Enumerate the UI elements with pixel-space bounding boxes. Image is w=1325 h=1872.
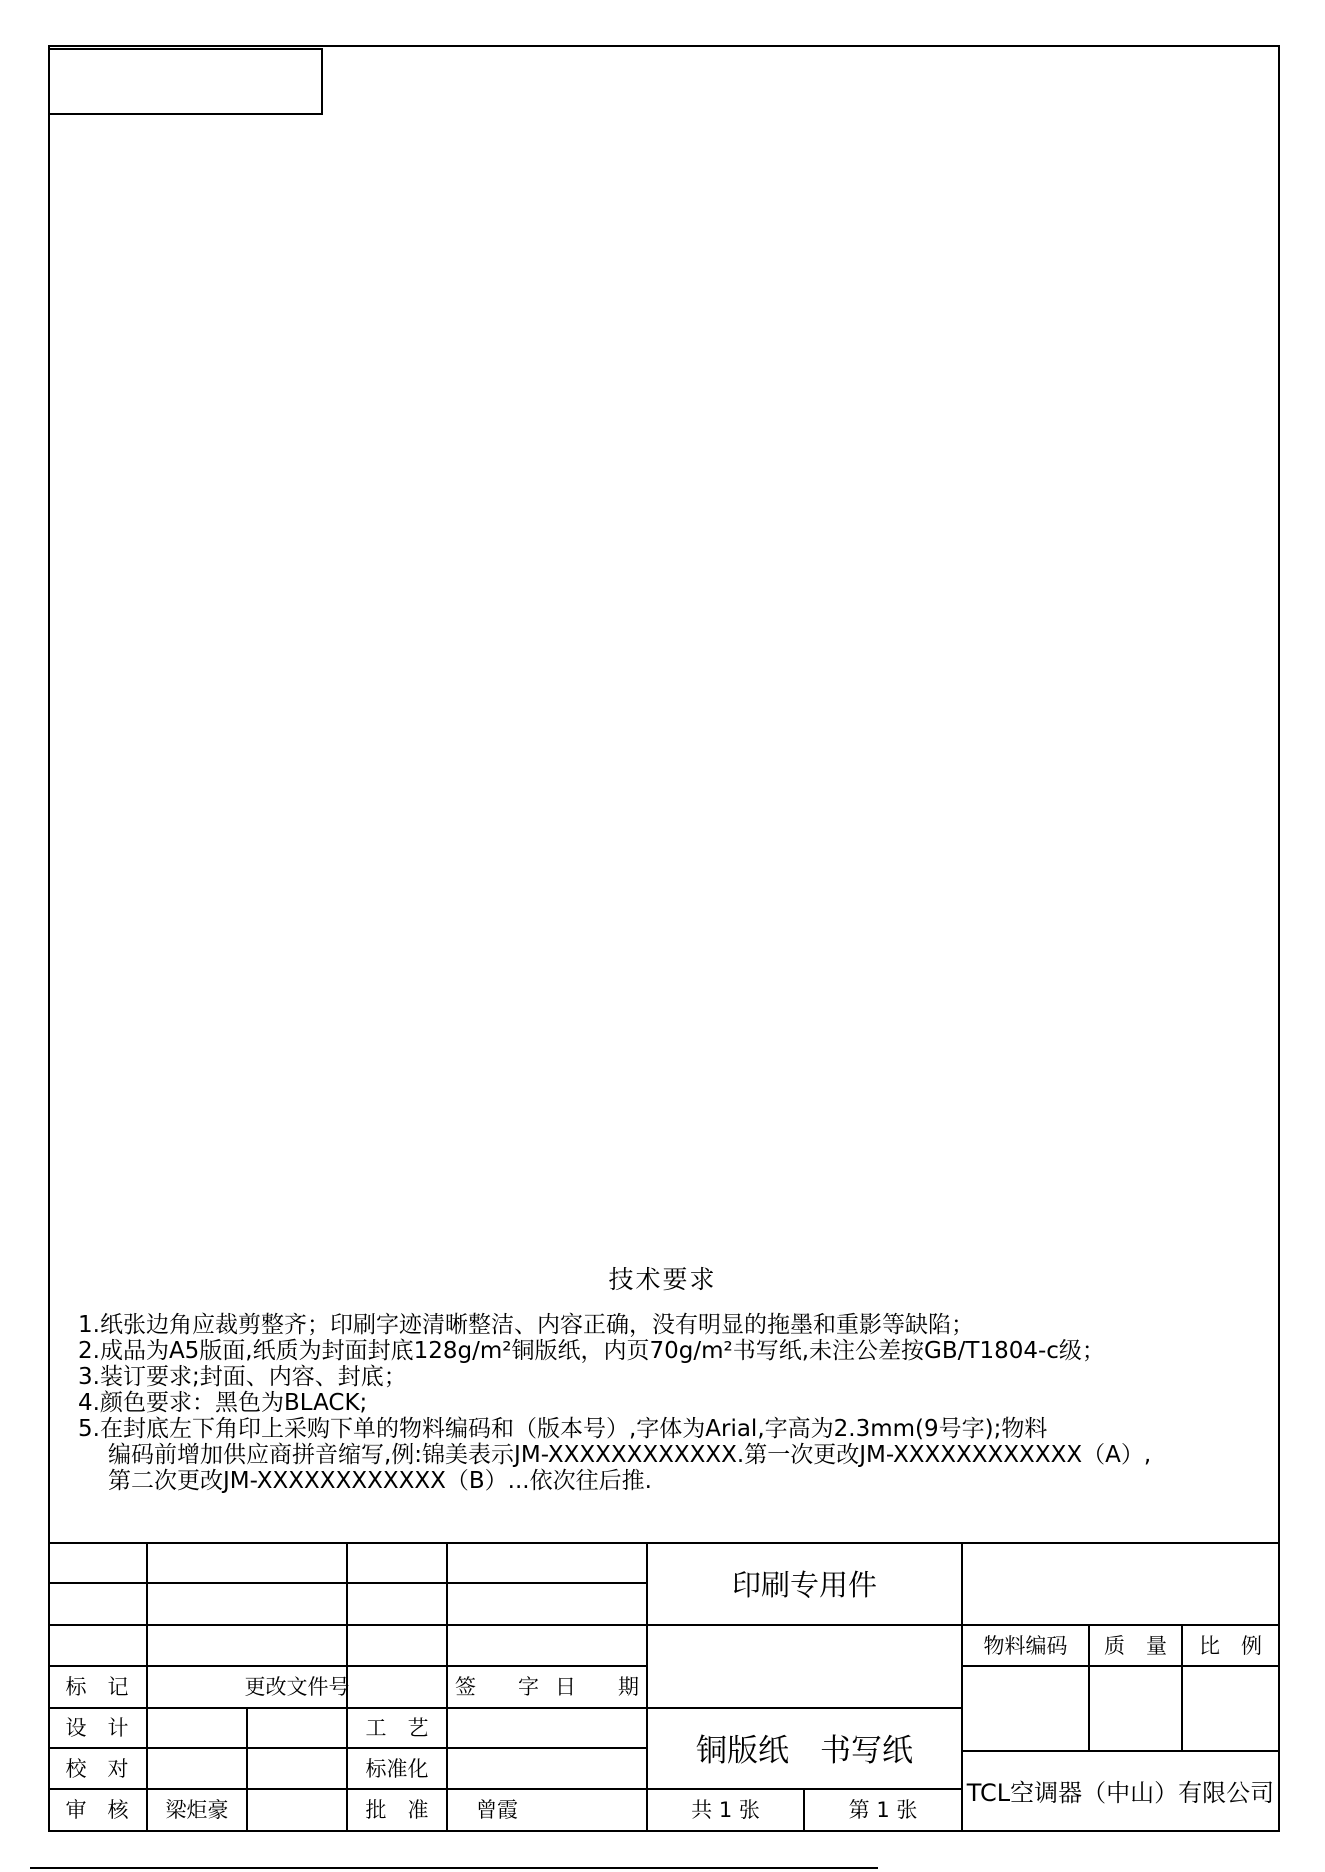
requirement-item: 3.装订要求;封面、内容、封底； bbox=[78, 1364, 407, 1390]
label-scale: 比 例 bbox=[1199, 1633, 1262, 1658]
requirement-item: 4.颜色要求：黑色为BLACK; bbox=[78, 1390, 368, 1416]
requirement-item-continued: 第二次更改JM-XXXXXXXXXXXX（B）...依次往后推. bbox=[108, 1468, 652, 1494]
sheet-number: 第 1 张 bbox=[848, 1798, 918, 1822]
grid-line bbox=[48, 1830, 1278, 1832]
grid-line bbox=[48, 1582, 648, 1584]
label-approve: 批 准 bbox=[365, 1798, 429, 1822]
label-review: 审 核 bbox=[65, 1798, 129, 1822]
reviewer-name: 梁炬豪 bbox=[165, 1798, 229, 1822]
sheets-total: 共 1 张 bbox=[691, 1798, 760, 1822]
requirement-item-continued: 编码前增加供应商拼音缩写,例:锦美表示JM-XXXXXXXXXXXX.第一次更改JM-XXXXXXXXXXXX（A）, bbox=[108, 1442, 1152, 1468]
page-bottom-rule bbox=[30, 1867, 878, 1869]
print-label: 印刷专用件 bbox=[731, 1567, 877, 1602]
label-design: 设 计 bbox=[65, 1716, 129, 1740]
company-name: TCL空调器（中山）有限公司 bbox=[966, 1778, 1275, 1807]
requirements-list bbox=[78, 1312, 1268, 1494]
grid-line bbox=[963, 1665, 1278, 1667]
label-check: 校 对 bbox=[65, 1756, 129, 1781]
title-block bbox=[48, 1542, 1278, 1832]
label-part-code: 物料编码 bbox=[983, 1633, 1068, 1658]
label-date: 日 期 bbox=[555, 1675, 639, 1699]
requirement-item: 2.成品为A5版面,纸质为封面封底128g/m²铜版纸，内页70g/m²书写纸,未注公差按GB/T1804-c级； bbox=[78, 1338, 1105, 1364]
label-change-doc: 更改文件号 bbox=[244, 1675, 350, 1699]
requirement-item: 1.纸张边角应裁剪整齐；印刷字迹清晰整洁、内容正确，没有明显的拖墨和重影等缺陷； bbox=[78, 1312, 974, 1338]
approver-name: 曾霞 bbox=[476, 1798, 518, 1822]
label-standard: 标准化 bbox=[365, 1756, 429, 1781]
label-mark: 标 记 bbox=[65, 1675, 129, 1699]
grid-line bbox=[246, 1707, 248, 1832]
label-process: 工 艺 bbox=[365, 1716, 429, 1740]
material-spec: 铜版纸 书写纸 bbox=[696, 1733, 913, 1769]
corner-code-box bbox=[48, 48, 323, 115]
requirement-item: 5.在封底左下角印上采购下单的物料编码和（版本号）,字体为Arial,字高为2.3mm(9号字);物料 bbox=[78, 1416, 1048, 1442]
requirements-title: 技术要求 bbox=[608, 1265, 717, 1294]
label-weight: 质 量 bbox=[1104, 1633, 1167, 1658]
label-signature: 签 字 bbox=[455, 1675, 539, 1699]
